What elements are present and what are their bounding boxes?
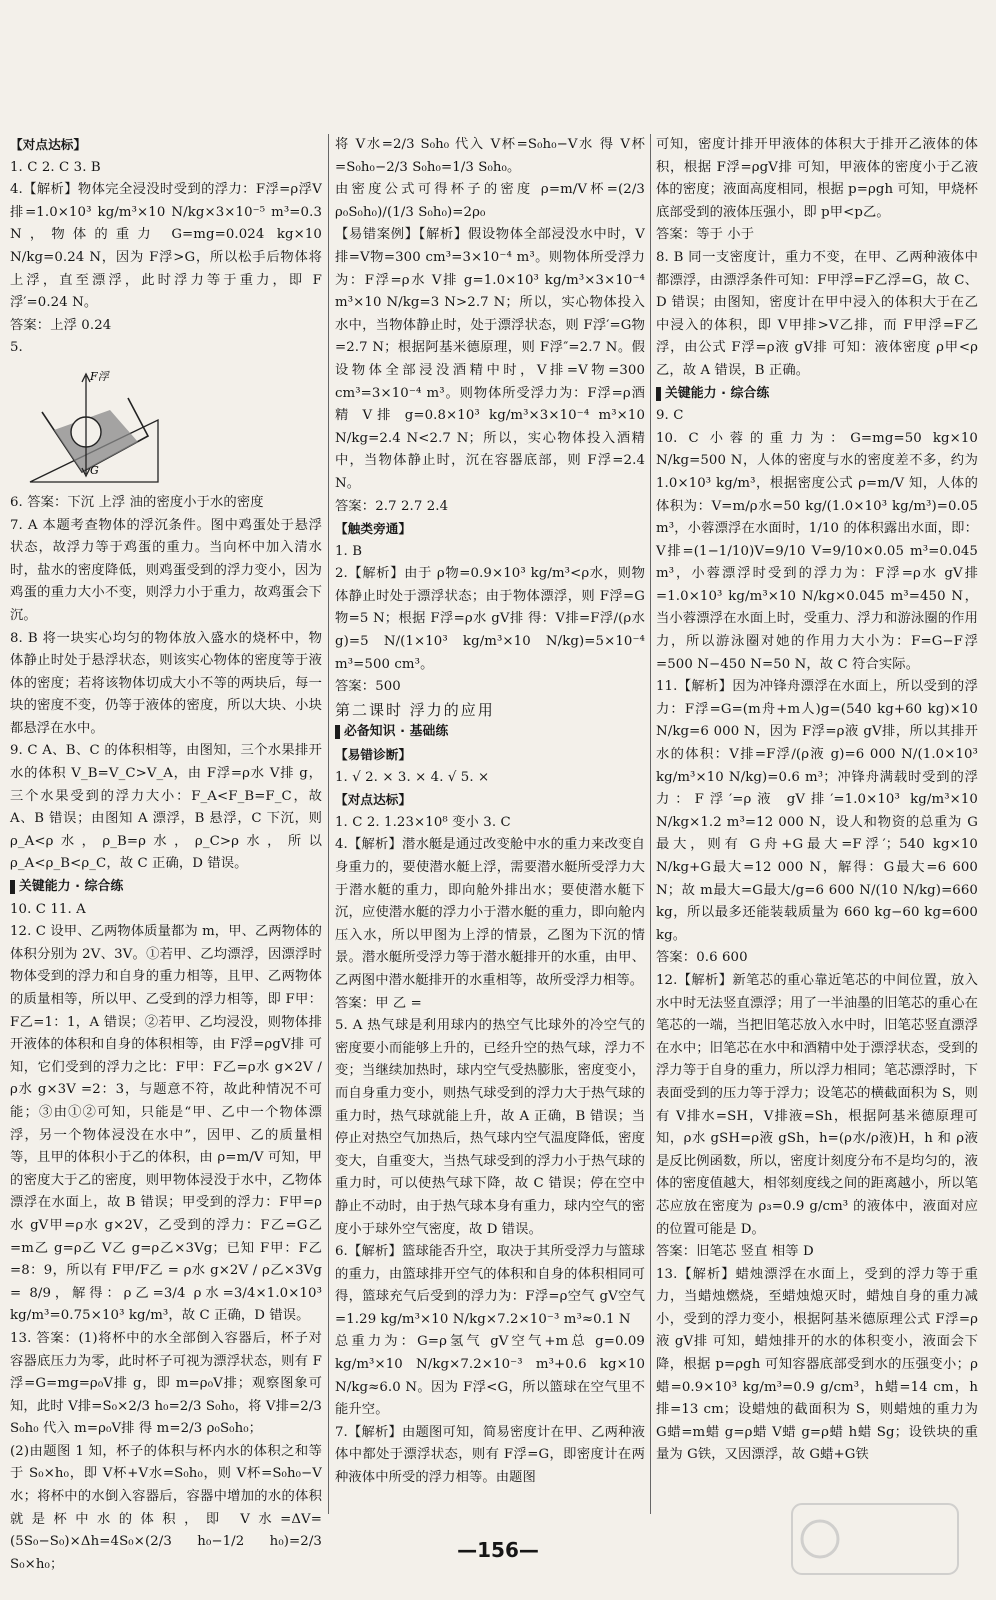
answer-paragraph: 5. A 热气球是利用球内的热空气比球外的冷空气的密度要小而能够上升的，已经升空的热气球，浮力不变；当继续加热时，球内空气受热膨胀，密度变小，而自身重力变小，则热气球受到的浮力大于热气球的重力时，热气球就能上升，故 A 正确，B 错误；当停止对热空气加热后，热气球内空气温度降低，密度变大，自重变大，当热气球受到的浮力小于热气球的重力时，可以使热气球下降，故 C 错误；停在空中静止不动时，由于热气球本身有重力，球内空气的密度小于球外空气密度，故 D 错误。 — [335, 1018, 645, 1237]
answer-paragraph: 11.【解析】因为冲锋舟漂浮在水面上，所以受到的浮力：F浮=G=(m舟+m人)g=(540 kg+60 kg)×10 N/kg=6 000 N，因为 F浮=ρ液 gV排，所以其排开水的体积：V排=F浮/(ρ液 g)=6 000 N/(1.0×10³ kg/m³×10 N/kg)=0.6 m³；冲锋舟满载时受到的浮力：F浮′=ρ液 gV排′=1.0×10³ kg/m³×10 N/kg×1.2 m³=12 000 N，设人和物资的总重为 G最大，则有 G舟+G最大=F浮′；540 kg×10 N/kg+G最大=12 000 N，解得：G最大=6 600 N；故 m最大=G最大/g=6 600 N/(10 N/kg)=660 kg，所以最多还能装载质量为 660 kg−60 kg=600 kg。 — [656, 679, 978, 943]
watermark-stamp — [790, 1502, 960, 1576]
answer-paragraph: 2.【解析】由于 ρ物=0.9×10³ kg/m³<ρ水，则物体静止时处于漂浮状态；由于物体漂浮，则 F浮=G物=5 N；根据 F浮=ρ水 gV排 得：V排=F浮/(ρ水 g)=5 N/(1×10³ kg/m³×10 N/kg)=5×10⁻⁴ m³=500 cm³。 — [335, 566, 645, 672]
column-1 — [10, 134, 322, 1572]
answer-paragraph: 将 V水=2/3 S₀h₀ 代入 V杯=S₀h₀−V水 得 V杯=S₀h₀−2/3 S₀h₀=1/3 S₀h₀。 — [335, 137, 645, 175]
answer-paragraph: 8. B 同一支密度计，重力不变，在甲、乙两种液体中都漂浮，由漂浮条件可知：F甲浮=F乙浮=G，故 C、D 错误；由图知，密度计在甲中浸入的体积大于在乙中浸入的体积，即 V甲排>V乙排，而 F甲浮=F乙浮，由公式 F浮=ρ液 gV排 可知：液体密度 ρ甲<ρ乙，故 A 错误，B 正确。 — [656, 249, 978, 378]
column-2 — [335, 134, 645, 1514]
answer-paragraph: 可知，密度计排开甲液体的体积大于排开乙液体的体积，根据 F浮=ρgV排 可知，甲液体的密度小于乙液体的密度；液面高度相同，根据 p=ρgh 可知，甲烧杯底部受到的液体压强小，即 p甲<p乙。 — [656, 137, 978, 220]
answer-paragraph: 由密度公式可得杯子的密度 ρ=m/V杯=(2/3 ρ₀S₀h₀)/(1/3 S₀h₀)=2ρ₀ — [335, 182, 645, 220]
answer-paragraph: 5. — [10, 340, 23, 356]
gravity-label: G — [90, 463, 99, 477]
answer-paragraph: 1. B — [335, 543, 363, 559]
answer-paragraph: 6. 答案：下沉 上浮 油的密度小于水的密度 — [10, 494, 264, 510]
answer-paragraph: 1. C 2. C 3. B — [10, 159, 101, 175]
answer-paragraph: 答案：0.6 600 — [656, 950, 748, 966]
answer-paragraph: 答案：旧笔芯 竖直 相等 D — [656, 1244, 814, 1260]
float-diagram — [24, 362, 164, 490]
answer-paragraph: 13. 答案：(1)将杯中的水全部倒入容器后，杯子对容器底压力为零，此时杯子可视为漂浮状态，则有 F浮=G=mg=ρ₀V排 g，即 m=ρ₀V排；观察图象可知，此时 V排=S₀×2/3 h₀=2/3 S₀h₀，将 V排=2/3 S₀h₀ 代入 m=ρ₀V排 得 m=2/3 ρ₀S₀h₀； — [10, 1330, 322, 1437]
answer-paragraph: 总重力为：G=ρ氢气 gV空气+m总 g=0.09 kg/m³×10 N/kg×7.2×10⁻³ m³+0.6 kg×10 N/kg≈6.0 N。因为 F浮<G，所以篮球在空气里不能升空。 — [335, 1334, 645, 1418]
answer-paragraph: 10. C 小蓉的重力为：G=mg=50 kg×10 N/kg=500 N，人体的密度与水的密度差不多，约为 1.0×10³ kg/m³，根据密度公式 ρ=m/V 知，人体的体积为：V=m/ρ水=50 kg/(1.0×10³ kg/m³)=0.05 m³，小蓉漂浮在水面时，1/10 的体积露出水面，即：V排=(1−1/10)V=9/10 V=9/10×0.05 m³=0.045 m³，小蓉漂浮时受到的浮力为：F浮=ρ水 gV排=1.0×10³ kg/m³×10 N/kg×0.045 m³=450 N，当小蓉漂浮在水面上时，受重力、浮力和游泳圈的作用力，所以游泳圈对她的作用力大小为：F=G−F浮=500 N−450 N=50 N，故 C 符合实际。 — [656, 430, 978, 672]
answer-paragraph: 答案：甲 乙 = — [335, 995, 422, 1011]
section-tag: 【触类旁通】 — [335, 521, 412, 537]
answer-paragraph: 13.【解析】蜡烛漂浮在水面上，受到的浮力等于重力，当蜡烛燃烧，至蜡烛熄灭时，蜡烛自身的重力减小，受到的浮力变小，根据阿基米德原理公式 F浮=ρ液 gV排 可知，蜡烛排开的水的体积变小，液面会下降，根据 p=ρgh 可知容器底部受到水的压强变小；ρ蜡=0.9×10³ kg/m³=0.9 g/cm³，h蜡=14 cm，h排=13 cm；设蜡烛的截面积为 S，则蜡烛的重力为 G蜡=m蜡 g=ρ蜡 V蜡 g=ρ蜡 h蜡 Sg；设铁块的重量为 G铁，又因漂浮，故 G蜡+G铁 — [656, 1266, 978, 1463]
lesson-title: 第二课时 浮力的应用 — [335, 700, 495, 719]
answer-paragraph: 12. C 设甲、乙两物体质量都为 m，甲、乙两物体的体积分别为 2V、3V。①若甲、乙均漂浮，因漂浮时物体受到的浮力和自身的重力相等，且甲、乙两物体的质量相等，所以甲、乙受到的浮力相等，即 F甲：F乙=1：1，A 错误；②若甲、乙均浸没，则物体排开液体的体积和自身的体积相等，由 F浮=ρgV排 可知，它们受到的浮力之比：F甲：F乙=ρ水 g×2V / ρ水 g×3V =2：3，与题意不符，故此种情况不可能；③由①②可知，只能是“甲、乙中一个物体漂浮，另一个物体浸没在水中”，因甲、乙的质量相等，且甲的体积小于乙的体积，由 ρ=m/V 可知，甲的密度大于乙的密度，则甲物体浸没于水中，乙物体漂浮在水面上，故 B 错误；甲受到的浮力：F甲=ρ水 gV甲=ρ水 g×2V，乙受到的浮力：F乙=G乙=m乙 g=ρ乙 V乙 g=ρ乙×3Vg；已知 F甲：F乙=8：9，所以有 F甲/F乙 = ρ水 g×2V / ρ乙×3Vg = 8/9，解得：ρ乙=3/4 ρ水=3/4×1.0×10³ kg/m³=0.75×10³ kg/m³，故 C 正确，D 错误。 — [10, 924, 322, 1324]
answer-paragraph: 答案：等于 小于 — [656, 227, 755, 243]
answer-paragraph: 答案：上浮 0.24 — [10, 317, 112, 333]
answer-paragraph: 1. √ 2. × 3. × 4. √ 5. × — [335, 769, 490, 785]
section-band: 必备知识 · 基础练 — [335, 721, 645, 744]
answer-paragraph: 10. C 11. A — [10, 901, 86, 917]
column-divider-2 — [650, 134, 651, 1514]
answer-paragraph: 6.【解析】篮球能否升空，取决于其所受浮力与篮球的重力，由篮球排开空气的体积和自身的体积相同可得，篮球充气后受到的浮力为：F浮=ρ空气 gV空气=1.29 kg/m³×10 N/kg×7.2×10⁻³ m³≈0.1 N — [335, 1244, 645, 1327]
answer-paragraph: 9. C A、B、C 的体积相等，由图知，三个水果排开水的体积 V_B=V_C>V_A，由 F浮=ρ水 V排 g，三个水果受到的浮力大小：F_A<F_B=F_C，故 A、B 错误；由图知 A 漂浮，B 悬浮，C 下沉，则 ρ_A<ρ水，ρ_B=ρ水，ρ_C>ρ水，所以 ρ_A<ρ_B<ρ_C，故 C 正确，D 错误。 — [10, 743, 322, 872]
section-band: 关键能力 · 综合练 — [656, 383, 978, 406]
section-tag: 【易错诊断】 — [335, 747, 412, 763]
answer-paragraph: 12.【解析】新笔芯的重心靠近笔芯的中间位置，放入水中时无法竖直漂浮；用了一半油墨的旧笔芯的重心在笔芯的一端，当把旧笔芯放入水中时，旧笔芯竖直漂浮在水中；旧笔芯在水中和酒精中处于漂浮状态，受到的浮力等于自身的重力，所以浮力相同；笔芯漂浮时，下表面受到的压力等于浮力；设笔芯的横截面积为 S，则有 V排水=SH，V排液=Sh，根据阿基米德原理可知，ρ水 gSH=ρ液 gSh，h=(ρ水/ρ液)H，h 和 ρ液 是反比例函数，所以，密度计刻度分布不是均匀的，液体的密度值越大，相邻刻度线之间的距离越小，所以笔芯应放在密度为 ρ₃=0.9 g/cm³ 的液体中，液面对应的位置可能是 D。 — [656, 972, 978, 1237]
answer-paragraph: 【易错案例】【解析】假设物体全部浸没水中时，V排=V物=300 cm³=3×10⁻⁴ m³。则物体所受浮力为：F浮=ρ水 V排 g=1.0×10³ kg/m³×3×10⁻⁴ m³×10 N/kg=3 N>2.7 N；所以，实心物体投入水中，当物体静止时，处于漂浮状态，则 F浮′=G物=2.7 N；根据阿基米德原理，则 F浮″=2.7 N。假设物体全部浸没酒精中时，V排=V物=300 cm³=3×10⁻⁴ m³。则物体所受浮力为：F浮=ρ酒精 V排 g=0.8×10³ kg/m³×3×10⁻⁴ m³×10 N/kg=2.4 N<2.7 N；所以，实心物体投入酒精中，当物体静止时，沉在容器底部，则 F浮=2.4 N。 — [335, 227, 645, 491]
section-tag: 【对点达标】 — [335, 792, 412, 808]
section-tag: 【对点达标】 — [10, 137, 87, 152]
buoyancy-label: F浮 — [90, 369, 109, 383]
column-3 — [656, 134, 978, 1514]
answer-paragraph: 答案：500 — [335, 679, 401, 695]
answer-paragraph: 8. B 将一块实心均匀的物体放入盛水的烧杯中，物体静止时处于悬浮状态，则该实心物体的密度等于液体的密度；若将该物体切成大小不等的两块后，每一块的密度不变，仍等于液体的密度，所以大块、小块都悬浮在水中。 — [10, 630, 322, 736]
page-number: —156— — [457, 1538, 539, 1562]
section-band: 关键能力 · 综合练 — [10, 876, 322, 899]
answer-paragraph: 7.【解析】由题图可知，简易密度计在甲、乙两种液体中都处于漂浮状态，则有 F浮=G，即密度计在两种液体中所受的浮力相等。由题图 — [335, 1424, 645, 1486]
answer-paragraph: 9. C — [656, 408, 684, 424]
answer-paragraph: 4.【解析】潜水艇是通过改变舱中水的重力来改变自身重力的，要使潜水艇上浮，需要潜水艇所受浮力大于潜水艇的重力，即向舱外排出水；要使潜水艇下沉，应使潜水艇的浮力小于潜水艇的重力，即向舱内压入水，所以甲图为上浮的情景，乙图为下沉的情景。潜水艇所受浮力等于潜水艇排开的水重，由甲、乙两图中潜水艇排开的水重相等，故所受浮力相等。 — [335, 837, 645, 988]
answer-paragraph: 4.【解析】物体完全浸没时受到的浮力：F浮=ρ浮V排=1.0×10³ kg/m³×10 N/kg×3×10⁻⁵ m³=0.3 N，物体的重力 G=mg=0.024 kg×10 N/kg=0.24 N，因为 F浮>G，所以松手后物体将上浮，直至漂浮，此时浮力等于重力，即 F浮′=0.24 N。 — [10, 182, 322, 311]
answer-paragraph: 答案：2.7 2.7 2.4 — [335, 498, 449, 514]
column-divider-1 — [328, 134, 329, 1514]
answer-paragraph: 7. A 本题考查物体的浮沉条件。图中鸡蛋处于悬浮状态，故浮力等于鸡蛋的重力。当向杯中加入清水时，盐水的密度降低，则鸡蛋受到的浮力变小，因为鸡蛋的重力大小不变，则浮力小于重力，故鸡蛋会下沉。 — [10, 517, 322, 623]
answer-paragraph: 1. C 2. 1.23×10⁸ 变小 3. C — [335, 814, 511, 830]
answer-paragraph: (2)由题图 1 知，杯子的体积与杯内水的体积之和等于 S₀×h₀，即 V杯+V水=S₀h₀，则 V杯=S₀h₀−V水；将杯中的水倒入容器后，容器中增加的水的体积就是杯中水的体积，即 V水=ΔV=(5S₀−S₀)×Δh=4S₀×(2/3 h₀−1/2 h₀)=2/3 S₀×h₀； — [10, 1443, 322, 1572]
